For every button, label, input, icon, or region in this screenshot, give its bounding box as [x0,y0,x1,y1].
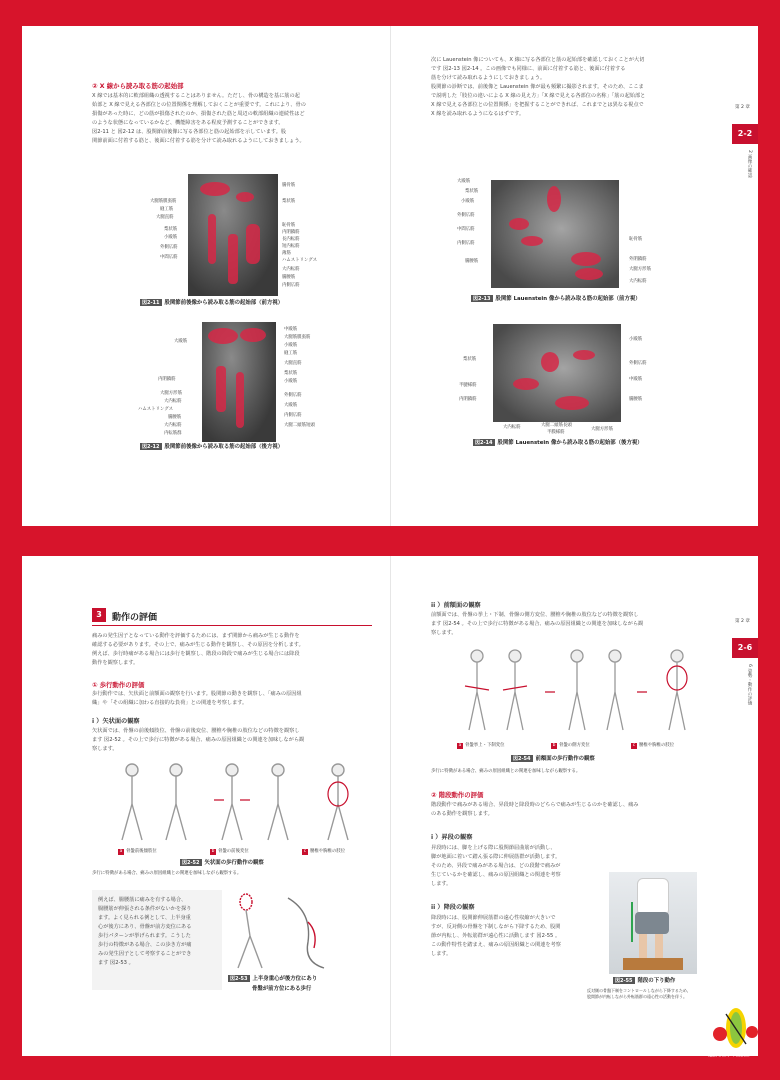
figure-caption: 図2-13 股関節 Lauenstein 像から読み取る筋の起始部（前方視） [473,296,641,302]
chapter-vertical-title: 2 画像の確認 [747,150,752,178]
sub-subsection-heading: ii ）前額面の観察 [431,602,481,609]
chapter-label: 第 2 章 [734,105,750,110]
figure-caption: 図2-54 前額面の歩行動作の観察 [513,756,595,762]
figure-caption: 図2-14 股関節 Lauenstein 像から読み取る筋の起始部（後方視） [475,440,643,446]
example-box: 例えば、腸腰筋に痛みを有する場合、 腸腰筋が伸張される条件がないかを探り ます。よく見られる例として、上半身重 心が後方にあり、骨盤が前方変位にある 歩行パターンが挙げられます。こうした 歩行の特徴がある場合、この歩き方が痛 みの発生因子として考察することができ ます 図2-53 。 [92,890,222,990]
page-top-left: ② X 線から読み取る筋の起始部 X 線では基本的に軟部組織の透視することはありません。ただし、骨の構造を基に筋の起 始部と X 線で見える各部位との位置関係を理解しておくことが重要です。これにより、骨の 損傷があった時に、どの筋が損傷されたのか、損傷された筋と周辺の軟部組織の連続性はど のような状態になっているかなど、機能障害をある程度予測することができます。 図2-11 と 図2-12 は、股関節前後像に写る各部位と筋の起始部を示しています。股 関節前面に付着する筋と、後面に付着する筋を分けて読み取れるようにしておきましょう。 大腿筋膜張筋 縫工筋 大腿直筋 梨状筋 小殿筋 外側広筋 中間広筋 腸骨筋 梨状筋 恥骨筋 内閉鎖筋 長内転筋 短内転筋 薄筋 ハムストリングス 大内転筋 腸腰筋 内側広筋 図2-11 股関節前後像から読み取る筋の起始部（前方視） 大殿筋 内閉鎖筋 大腿方形筋 大内転筋 ハムストリングス 腸腰筋 大内転筋 内転筋群 中殿筋 大腿筋膜張筋 小殿筋 縫工筋 大腿直筋 梨状筋 小殿筋 外側広筋 大殿筋 内側広筋 大腿二頭筋短頭 図2-12 股関節前後像から読み取る筋の起始部（後方視） [22,26,392,526]
figure-note: 歩行に特徴がある場合、痛みの原因組織との関連を加味しながら観察する。 [92,871,242,876]
figure-note-line1: 反対側の骨盤下制をコントロールしながら下降するため、 [587,988,691,993]
subsection-heading: ① 歩行動作の評価 [92,681,145,689]
chapter-tab: 2-6 [732,638,758,658]
xray-figure-2-13 [491,180,619,288]
frontal-gait-illustration [451,646,721,736]
section-title: 動作の評価 [112,613,158,623]
figure-note: 歩行に特徴がある場合、痛みの原因組織との関連を加味しながら観察する。 [431,769,581,774]
figure-note-line2: 股関節が内転しながら外転筋群の遠心性の活動を伴う。 [587,994,687,999]
chapter-vertical-title: 6 姿勢・動作の評価 [747,664,752,706]
figure-caption: 図2-11 股関節前後像から読み取る筋の起始部（前方視） [142,300,284,306]
sub-subsection-heading: ii ）降段の観察 [431,904,475,911]
sagittal-gait-illustration [102,760,372,846]
publisher-logo-mark [708,1004,764,1050]
sub-subsection-heading: i ）昇段の観察 [431,834,473,841]
figure-caption: 図2-12 股関節前後像から読み取る筋の起始部（後方視） [142,444,284,450]
subsection-heading: ② 階段動作の評価 [431,791,484,799]
sub-subsection-heading: i ）矢状面の観察 [92,718,140,725]
xray-figure-2-12 [202,322,276,442]
page-bottom-right: ii ）前額面の観察 前額面では、骨盤の挙上・下制、骨盤の側方変位、腰椎や胸椎の肢位などの特徴を観察し ます 図2-54 。その上で歩行に特徴がある場合、痛みの原因組織との関連を加味しながら観 察します。 第 2 章 2-6 6 姿勢・動作の評価 a 骨盤挙上・下制変位 b 骨盤の側方変位 c 腰椎や胸椎の肢位 図2-54 前額面の歩行動作の観察 歩行に特徴がある場合、痛みの原因組織との関連を加味しながら観察する。 ② 階段動作の評価 階段動作で痛みがある場合、昇段時と降段時のどちらで痛みが生じるのかを確認し、痛み のある動作を観察します。 i ）昇段の観察 昇段時には、脚を上げる際に股関節屈曲筋が活動し、 脚が地面に着いて踏ん張る際に伸展筋群が活動します。 そのため、昇段で痛みがある場合は、どの段階で痛みが 生じているかを確認し、痛みの原因組織との関連を考察 します。 ii ）降段の観察 降段時には、股関節伸展筋群の遠心性収縮が大きいで すが、反対側の骨盤を下制しながら下降するため、股関 節が内転し、外転筋群が遠心性に活動します 図2-55 。 この動作特性を踏まえ、痛みの原因組織との関連を考察 します。 図2-55 階段の下り動作 反対側の骨盤下制をコントロールしながら下降するため、 股関節が内転しながら外転筋群の遠心性の活動を伴う。 [390,556,758,1056]
figure-caption: 図2-53 上半身重心が後方位にあり [230,976,318,982]
stair-descent-photo [609,872,697,974]
section-heading: ② X 線から読み取る筋の起始部 [92,82,184,90]
page-bottom-left: 3 動作の評価 痛みの発生因子となっている動作を評価するためには、まず関節から痛みが生じる動作を 確認する必要があります。その上で、痛みが生じる動作を観察し、その原因を分析します。 例えば、歩行時痛がある場合には歩行を観察し、階段の降段で痛みが生じる場合には降段 動作を観察します。 ① 歩行動作の評価 歩行動作では、矢状面と前額面の観察を行います。股関節の動きを観察し、「痛みの原因組 織」や「その組織に加わる直接的な負荷」との関連を考察します。 i ）矢状面の観察 矢状面では、骨盤の前後傾肢位、骨盤の前後変位、腰椎や胸椎の肢位などの特徴を観察し ます 図2-52 。その上で歩行に特徴がある場合、痛みの原因組織との関連を加味しながら観 察します。 a 骨盤前後傾肢位 b 骨盤の前後変位 c 腰椎や胸椎の肢位 図2-52 矢状面の歩行動作の観察 歩行に特徴がある場合、痛みの原因組織との関連を加味しながら観察する。 例えば、腸腰筋に痛みを有する場合、 腸腰筋が伸張される条件がないかを探り ます。よく見られる例として、上半身重 心が後方にあり、骨盤が前方変位にある 歩行パターンが挙げられます。こうした 歩行の特徴がある場合、この歩き方が痛 みの発生因子として考察することができ ます 図2-53 。 図2-53 上半身重心が後方位にあり 骨盤が前方位にある歩行 [22,556,392,1056]
figure-caption-line2: 骨盤が前方位にある歩行 [252,986,312,992]
pelvis-anterior-gait-illustration [228,892,348,972]
publisher-name: 運動と医学の出版社 [708,1053,750,1058]
chapter-tab: 2-2 [732,124,758,144]
figure-caption: 図2-52 矢状面の歩行動作の観察 [182,860,264,866]
publisher-logo [708,1004,764,1064]
xray-figure-2-14 [493,324,621,422]
figure-caption: 図2-55 階段の下り動作 [615,978,676,984]
xray-figure-2-11 [188,174,278,296]
section-number: 3 [92,608,106,622]
page-top-right: 次に Lauenstein 像についても、X 線に写る各部位と筋の起始部を確認しておくことが大切 です 図2-13 図2-14 。この画像でも同様に、前面に付着する筋と、後面に付着する 筋を分けて読み取れるようにしておきましょう。 股関節の診断では、前後像と Lauenstein 像が最も頻繁に撮影されます。そのため、ここま で説明した「肢位の違いによる X 線の見え方」「X 線で見える各部位の名称」「筋の起始部と X 線で見える各部位との位置関係」を把握することができれば、これまでとは異なる視点で X 線を読み取れるようになるはずです。 第 2 章 2-2 2 画像の確認 大殿筋 梨状筋 小殿筋 外側広筋 中間広筋 内側広筋 腸腰筋 恥骨筋 外閉鎖筋 大腿方形筋 大内転筋 図2-13 股関節 Lauenstein 像から読み取る筋の起始部（前方視） 梨状筋 半腱様筋 内閉鎖筋 小殿筋 外側広筋 中殿筋 腸腰筋 大内転筋 大腿二頭筋長頭 半膜様筋 大腿方形筋 図2-14 股関節 Lauenstein 像から読み取る筋の起始部（後方視） [390,26,758,526]
section-rule [92,625,372,626]
chapter-label: 第 2 章 [734,619,750,624]
